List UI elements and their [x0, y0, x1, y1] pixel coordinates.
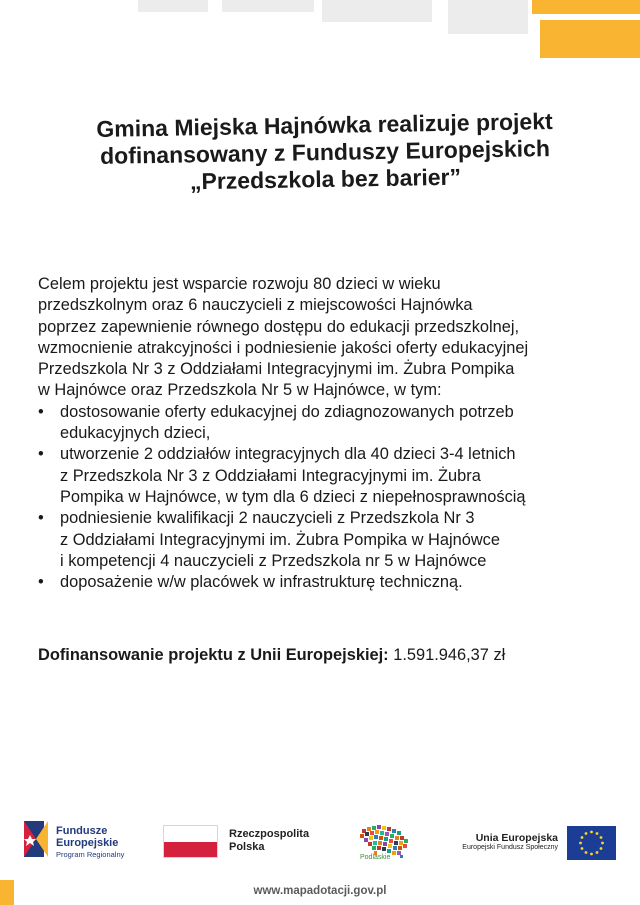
bullet-item [38, 402, 608, 445]
bullet-dot: • [38, 445, 44, 464]
funding-value: 1.591.946,37 zł [393, 646, 506, 664]
bullet-item [38, 572, 608, 593]
deco-stripe [448, 0, 528, 34]
unia-europejska-logo [448, 832, 558, 851]
rp-line: Polska [229, 841, 265, 853]
fe-line: Europejskie [56, 837, 119, 849]
project-description [38, 274, 608, 593]
bullet-line: Pompika w Hajnówce, w tym dla 6 dzieci z niepełnosprawnością [60, 487, 526, 506]
funding-amount [38, 646, 505, 665]
deco-stripe [138, 0, 208, 12]
intro-line: Przedszkola Nr 3 z Oddziałami Integracyjnymi im. Żubra Pompika [38, 360, 515, 379]
fundusze-europejskie-icon [22, 817, 50, 861]
bullet-line: podniesienie kwalifikacji 2 nauczycieli z Przedszkola Nr 3 [60, 509, 475, 528]
intro-line: w Hajnówce oraz Przedszkola Nr 5 w Hajnówce, w tym: [38, 381, 442, 400]
intro-line: poprzez zapewnienie równego dostępu do edukacji przedszkolnej, [38, 317, 520, 336]
intro-line: przedszkolnym oraz 6 nauczycieli z miejscowości Hajnówka [38, 296, 473, 315]
intro-line: wzmocnienie atrakcyjności i podniesienie jakości oferty edukacyjnej [38, 338, 529, 357]
funding-label: Dofinansowanie projektu z Unii Europejskiej: [38, 646, 389, 664]
fe-subline: Program Regionalny [56, 850, 125, 859]
bullet-dot: • [38, 402, 44, 421]
fundusze-europejskie-logo [56, 825, 124, 861]
bullet-dot: • [38, 573, 44, 592]
bullet-item [38, 508, 608, 572]
bullet-line: doposażenie w/w placówek w infrastrukturę techniczną. [60, 573, 463, 592]
deco-stripe-yellow [540, 20, 640, 58]
polish-flag-icon [163, 825, 218, 858]
ue-line: Unia Europejska [475, 832, 558, 844]
deco-stripe [222, 0, 314, 12]
bullet-item [38, 444, 608, 508]
rzeczpospolita-logo [229, 828, 309, 854]
deco-stripe-yellow [532, 0, 640, 14]
bullet-line: z Przedszkola Nr 3 z Oddziałami Integracyjnymi im. Żubra [60, 466, 481, 485]
title-line: Gmina Miejska Hajnówka realizuje projekt [96, 108, 553, 142]
intro-line: Celem projektu jest wsparcie rozwoju 80 dzieci w wieku [38, 275, 441, 293]
logo-bar [0, 815, 640, 870]
bullet-line: edukacyjnych dzieci, [60, 424, 211, 443]
rp-line: Rzeczpospolita [229, 828, 310, 840]
fe-line: Fundusze [56, 825, 108, 837]
bullet-line: utworzenie 2 oddziałów integracyjnych dla 40 dzieci 3-4 letnich [60, 445, 516, 464]
eu-flag-icon [567, 826, 616, 860]
page-title [39, 107, 610, 198]
bullet-line: dostosowanie oferty edukacyjnej do zdiagnozowanych potrzeb [60, 402, 514, 421]
deco-stripe [322, 0, 432, 22]
bullet-dot: • [38, 509, 44, 528]
bullet-line: z Oddziałami Integracyjnymi im. Żubra Pompika w Hajnówce [60, 530, 500, 549]
ue-subline: Europejski Fundusz Społeczny [462, 844, 558, 851]
title-line: „Przedszkola bez barier” [189, 163, 462, 195]
bullet-line: i kompetencji 4 nauczycieli z Przedszkola nr 5 w Hajnówce [60, 551, 487, 570]
top-decoration [0, 0, 640, 60]
title-line: dofinansowany z Funduszy Europejskich [99, 135, 551, 169]
footer-bar [0, 880, 640, 905]
footer-website: www.mapadotacji.gov.pl [253, 885, 387, 897]
podlaskie-label: Podlaskie [360, 854, 391, 861]
